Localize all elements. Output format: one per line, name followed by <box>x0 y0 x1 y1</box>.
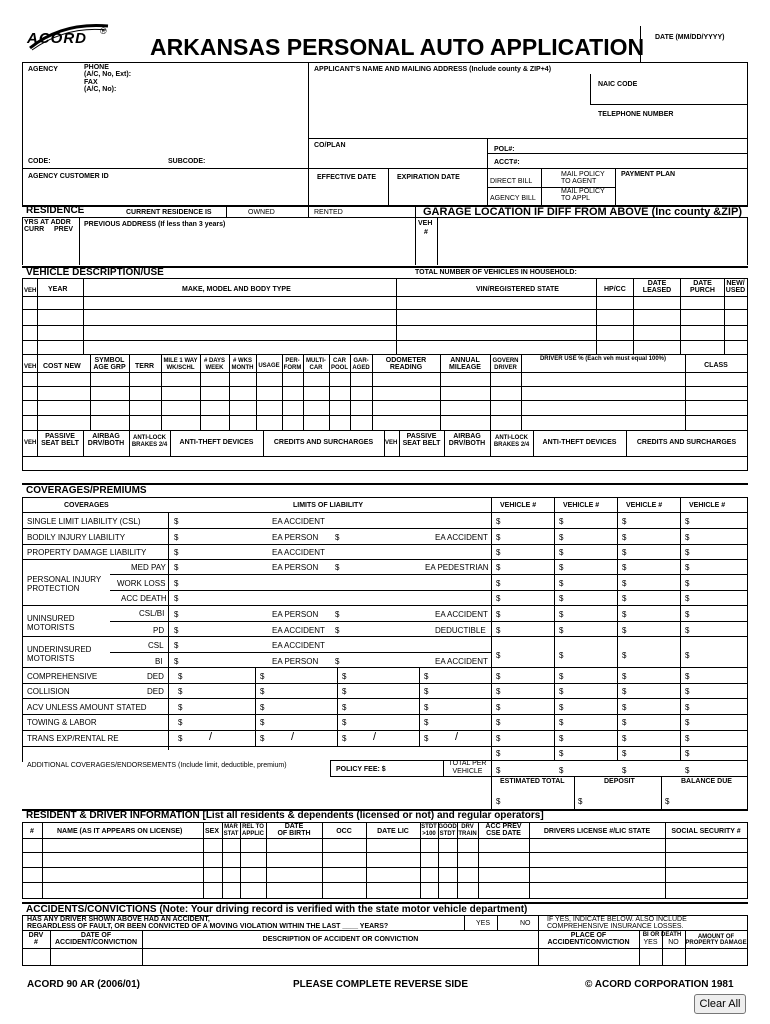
vehicle-premium-dollar: $ <box>685 610 690 619</box>
vehicle-premium-dollar: $ <box>685 734 690 743</box>
vehicle-premium-dollar: $ <box>496 651 501 660</box>
sub-dollar: $ <box>260 703 265 712</box>
mail-agent-label-1: MAIL POLICY <box>561 171 605 178</box>
veh-col-1: VEH <box>24 288 37 294</box>
uninsured-label-1: UNINSURED <box>27 614 75 623</box>
vehicle-premium-dollar: $ <box>559 651 564 660</box>
acc-death-dollar: $ <box>174 594 179 603</box>
odometer-col-1: ODOMETER <box>385 357 427 364</box>
govern-col-2: DRIVER <box>494 365 517 371</box>
mail-agent-label-2: TO AGENT <box>561 178 597 185</box>
govern-col-1: GOVERN <box>492 358 519 364</box>
csl-label: SINGLE LIMIT LIABILITY (CSL) <box>27 517 141 526</box>
agency-label: AGENCY <box>28 66 58 73</box>
passive-col-2: SEAT BELT <box>41 440 79 447</box>
additional-label: ADDITIONAL COVERAGES/ENDORSEMENTS (Include limit, deductible, premium) <box>27 762 287 769</box>
med-pay-dollar-2: $ <box>335 563 340 572</box>
veh-col-2: VEH <box>24 364 37 370</box>
pd-ea-accident: EA ACCIDENT <box>272 626 325 635</box>
driver-hash-col: # <box>30 828 34 835</box>
vehicle-premium-dollar: $ <box>496 517 501 526</box>
stdt-col-2: >100 <box>422 831 436 837</box>
vehicle-premium-dollar: $ <box>559 672 564 681</box>
estimated-dollar: $ <box>496 797 501 806</box>
accidents-title: ACCIDENTS/CONVICTIONS (Note: Your driving record is verified with the state motor vehicle department) <box>26 904 528 915</box>
sub-dollar: $ <box>260 734 265 743</box>
um-ea-person: EA PERSON <box>272 610 319 619</box>
pool-col-2: POOL <box>330 365 348 371</box>
vehicle-premium-dollar: $ <box>559 610 564 619</box>
date-purch-1: DATE <box>693 280 712 287</box>
perf-col-2: FORM <box>283 365 302 371</box>
accident-question-1: HAS ANY DRIVER SHOWN ABOVE HAD AN ACCIDENT, <box>27 916 210 923</box>
sub-dollar: $ <box>424 687 429 696</box>
uninsured-label-2: MOTORISTS <box>27 623 75 632</box>
fax-label: FAX <box>84 79 98 86</box>
license-col: DRIVERS LICENSE #/LIC STATE <box>543 828 651 835</box>
yrs-at-addr-label: YRS AT ADDR <box>24 219 71 226</box>
coverages-col: COVERAGES <box>64 502 109 509</box>
vehicle-premium-dollar: $ <box>622 548 627 557</box>
yes-option[interactable]: YES <box>476 920 491 927</box>
collision-label: COLLISION <box>27 687 70 696</box>
property-ea-accident: EA ACCIDENT <box>272 548 325 557</box>
new-used-1: NEW/ <box>726 280 745 287</box>
copyright: © ACORD CORPORATION 1981 <box>585 979 734 990</box>
fax-sub-label: (A/C, No): <box>84 86 117 93</box>
vehicle-premium-dollar: $ <box>496 548 501 557</box>
uim-dollar-1: $ <box>174 641 179 650</box>
sub-dollar: $ <box>178 703 183 712</box>
med-pay-ea-person: EA PERSON <box>272 563 319 572</box>
dob-col-2: OF BIRTH <box>277 830 311 837</box>
vehicle-premium-dollar: $ <box>559 703 564 712</box>
mar-col-2: STAT <box>223 831 239 837</box>
vehicle-premium-dollar: $ <box>622 766 627 775</box>
property-dollar: $ <box>174 548 179 557</box>
multi-col-1: MULTI- <box>306 358 326 364</box>
airbag-col-2: DRV/BOTH <box>87 440 125 447</box>
customer-id-label: AGENCY CUSTOMER ID <box>28 173 109 180</box>
acc-date-1: DATE OF <box>80 932 112 939</box>
credits-col-1: CREDITS AND SURCHARGES <box>273 439 374 446</box>
uim-dollar-3: $ <box>335 657 340 666</box>
underinsured-label-2: MOTORISTS <box>27 654 75 663</box>
telephone-label: TELEPHONE NUMBER <box>598 111 674 118</box>
vehicle-premium-dollar: $ <box>685 533 690 542</box>
vehicle-premium-dollar: $ <box>559 594 564 603</box>
year-col: YEAR <box>48 286 68 293</box>
vehicle-premium-dollar: $ <box>622 594 627 603</box>
airbag-col-1: AIRBAG <box>92 433 120 440</box>
vehicle-premium-dollar: $ <box>685 626 690 635</box>
bodily-dollar-2: $ <box>335 533 340 542</box>
vehicle-premium-dollar: $ <box>622 749 627 758</box>
mail-appl-label-1: MAIL POLICY <box>561 188 605 195</box>
vehicle-premium-dollar: $ <box>559 533 564 542</box>
sub-dollar: $ <box>424 672 429 681</box>
antitheft-col-2: ANTI-THEFT DEVICES <box>542 439 617 446</box>
pol-label: POL#: <box>494 146 515 153</box>
airbag-col-4: DRV/BOTH <box>448 440 486 447</box>
pip-label-1: PERSONAL INJURY <box>27 575 102 584</box>
no-option[interactable]: NO <box>520 920 531 927</box>
vehicle-premium-dollar: $ <box>496 766 501 775</box>
stdt-col-1: STDT <box>421 824 437 830</box>
vehicle-premium-dollar: $ <box>496 734 501 743</box>
hpcc-col: HP/CC <box>604 286 626 293</box>
mail-appl-label-2: TO APPL <box>561 195 591 202</box>
ssn-col: SOCIAL SECURITY # <box>671 828 741 835</box>
sub-dollar: $ <box>342 734 347 743</box>
vehicle-premium-dollar: $ <box>496 749 501 758</box>
csl-dollar: $ <box>174 517 179 526</box>
mile-col-2: WK/SCHL <box>166 365 195 371</box>
drv-hash-2: # <box>34 939 38 946</box>
drv-col-1: DRV <box>461 824 474 830</box>
csl-bi-label: CSL/BI <box>139 609 165 618</box>
clear-all-button[interactable]: Clear All <box>694 994 746 1014</box>
trans-slash-2: / <box>291 731 295 743</box>
trans-slash-3: / <box>373 731 377 743</box>
um-ea-accident: EA ACCIDENT <box>435 610 488 619</box>
vehicle-premium-dollar: $ <box>685 594 690 603</box>
vehicle-premium-dollar: $ <box>685 766 690 775</box>
uim-ea-accident-2: EA ACCIDENT <box>435 657 488 666</box>
vehicle-premium-dollar: $ <box>496 626 501 635</box>
veh-col-3: VEH <box>24 440 37 446</box>
acc-place-2: ACCIDENT/CONVICTION <box>547 939 630 946</box>
policy-fee-label: POLICY FEE: $ <box>336 766 386 773</box>
balance-due-label: BALANCE DUE <box>681 778 732 785</box>
vehicle-col-3: VEHICLE # <box>626 502 663 509</box>
sex-col: SEX <box>205 828 220 835</box>
vehicle-premium-dollar: $ <box>496 610 501 619</box>
vehicle-premium-dollar: $ <box>622 610 627 619</box>
mile-col-1: MILE 1 WAY <box>163 358 198 364</box>
acct-label: ACCT#: <box>494 159 520 166</box>
code-label: CODE: <box>28 158 51 165</box>
vehicle-premium-dollar: $ <box>685 563 690 572</box>
pool-col-1: CAR <box>333 358 346 364</box>
total-vehicles-label: TOTAL NUMBER OF VEHICLES IN HOUSEHOLD: <box>415 269 577 276</box>
limits-col: LIMITS OF LIABILITY <box>293 502 363 509</box>
coverages-title: COVERAGES/PREMIUMS <box>26 485 147 496</box>
vehicle-premium-dollar: $ <box>622 626 627 635</box>
dob-col-1: DATE <box>284 823 304 830</box>
complete-reverse: PLEASE COMPLETE REVERSE SIDE <box>293 979 469 990</box>
pd-dollar-2: $ <box>335 626 340 635</box>
comprehensive-label: COMPREHENSIVE <box>27 672 98 681</box>
bodily-ea-accident: EA ACCIDENT <box>435 533 488 542</box>
drv-col-2: TRAIN <box>458 831 477 837</box>
amount-label-2: PROPERTY DAMAGE <box>685 940 747 946</box>
vehicle-col-1: VEHICLE # <box>500 502 537 509</box>
garage-veh-label: VEH <box>418 220 433 227</box>
vehicle-premium-dollar: $ <box>685 672 690 681</box>
vehicle-premium-dollar: $ <box>685 651 690 660</box>
coll-ded-label: DED <box>147 687 164 696</box>
airbag-col-3: AIRBAG <box>453 433 481 440</box>
bodily-dollar: $ <box>174 533 179 542</box>
date-label: DATE (MM/DD/YYYY) <box>655 34 725 41</box>
date-purch-2: PURCH <box>690 287 715 294</box>
acc-prev-col-2: CSE DATE <box>486 830 521 837</box>
bi-no[interactable]: NO <box>668 939 679 946</box>
veh-col-4: VEH <box>385 440 398 446</box>
odometer-col-2: READING <box>389 364 423 371</box>
pd-label: PD <box>153 626 165 635</box>
med-pay-dollar: $ <box>174 563 179 572</box>
passive-col-1: PASSIVE <box>45 433 75 440</box>
deposit-label: DEPOSIT <box>604 778 635 785</box>
med-pay-ea-pedestrian: EA PEDESTRIAN <box>425 563 489 572</box>
med-pay-label: MED PAY <box>131 563 166 572</box>
sub-dollar: $ <box>424 703 429 712</box>
subcode-label: SUBCODE: <box>168 158 206 165</box>
vehicle-premium-dollar: $ <box>559 579 564 588</box>
phone-sub-label: (A/C, No, Ext): <box>84 71 132 78</box>
new-used-2: USED <box>725 287 746 294</box>
sub-dollar: $ <box>178 718 183 727</box>
acc-death-label: ACC DEATH <box>121 594 167 603</box>
uim-bi-label: BI <box>155 657 163 666</box>
expiration-date-label: EXPIRATION DATE <box>397 174 460 181</box>
vehicle-premium-dollar: $ <box>622 651 627 660</box>
vehicle-premium-dollar: $ <box>496 718 501 727</box>
uim-csl-label: CSL <box>148 641 164 650</box>
date-input[interactable] <box>642 44 746 60</box>
bodily-label: BODILY INJURY LIABILITY <box>27 533 126 542</box>
perf-col-1: PER- <box>285 358 300 364</box>
garage-title: GARAGE LOCATION IF DIFF FROM ABOVE (Inc county &ZIP) <box>423 206 742 218</box>
vehicle-premium-dollar: $ <box>622 734 627 743</box>
vehicle-premium-dollar: $ <box>622 672 627 681</box>
vehicle-premium-dollar: $ <box>559 626 564 635</box>
vehicle-premium-dollar: $ <box>559 749 564 758</box>
sub-dollar: $ <box>260 718 265 727</box>
vehicle-premium-dollar: $ <box>496 563 501 572</box>
underinsured-label-1: UNDERINSURED <box>27 645 92 654</box>
bi-yes[interactable]: YES <box>643 939 658 946</box>
vehicle-premium-dollar: $ <box>559 734 564 743</box>
days-col-1: # DAYS <box>203 358 226 364</box>
antilock-col-3: ANTI-LOCK <box>495 435 528 441</box>
vin-col: VIN/REGISTERED STATE <box>476 286 559 293</box>
bi-death-label: BI OR DEATH <box>642 932 682 938</box>
residence-title: RESIDENCE <box>26 205 85 216</box>
vehicle-premium-dollar: $ <box>685 579 690 588</box>
if-yes-1: IF YES, INDICATE BELOW. ALSO INCLUDE <box>547 916 687 923</box>
applicant-label: APPLICANT'S NAME AND MAILING ADDRESS (Include county & ZIP+4) <box>314 66 552 73</box>
vehicle-title: VEHICLE DESCRIPTION/USE <box>26 267 164 278</box>
previous-address-label: PREVIOUS ADDRESS (If less than 3 years) <box>84 221 226 228</box>
make-col: MAKE, MODEL AND BODY TYPE <box>182 286 291 293</box>
um-dollar-1: $ <box>174 610 179 619</box>
sub-dollar: $ <box>342 672 347 681</box>
garage-veh-hash: # <box>424 229 428 236</box>
vehicle-premium-dollar: $ <box>685 548 690 557</box>
vehicle-premium-dollar: $ <box>685 517 690 526</box>
good-col-2: STDT <box>439 831 456 837</box>
multi-col-2: CAR <box>309 365 323 371</box>
uim-ea-accident: EA ACCIDENT <box>272 641 325 650</box>
antilock-col-4: BRAKES 2/4 <box>493 442 530 448</box>
wks-col-1: # WKS <box>232 358 252 364</box>
uim-dollar-2: $ <box>174 657 179 666</box>
prev-label: PREV <box>54 226 74 233</box>
sub-dollar: $ <box>260 687 265 696</box>
vehicle-premium-dollar: $ <box>685 703 690 712</box>
sub-dollar: $ <box>424 718 429 727</box>
driver-use-col: DRIVER USE % (Each veh must equal 100%) <box>539 356 667 362</box>
brand-name: ACORD <box>27 30 87 47</box>
current-residence-label: CURRENT RESIDENCE IS <box>126 209 212 216</box>
towing-label: TOWING & LABOR <box>27 718 97 727</box>
rented-option[interactable]: RENTED <box>314 209 343 216</box>
vehicle-premium-dollar: $ <box>559 766 564 775</box>
vehicle-col-2: VEHICLE # <box>563 502 600 509</box>
work-loss-label: WORK LOSS <box>117 579 166 588</box>
acv-label: ACV UNLESS AMOUNT STATED <box>27 703 147 712</box>
gar-col-1: GAR- <box>353 358 369 364</box>
vehicle-premium-dollar: $ <box>685 718 690 727</box>
acc-prev-col-1: ACC PREV <box>485 823 522 830</box>
coplan-label: CO/PLAN <box>314 142 346 149</box>
acc-date-2: ACCIDENT/CONVICTION <box>54 939 138 946</box>
vehicle-premium-dollar: $ <box>559 687 564 696</box>
total-per-label-2: VEHICLE <box>452 768 483 775</box>
vehicle-premium-dollar: $ <box>496 594 501 603</box>
vehicle-premium-dollar: $ <box>622 533 627 542</box>
naic-label: NAIC CODE <box>598 81 638 88</box>
pip-label-2: PROTECTION <box>27 584 80 593</box>
occ-col: OCC <box>336 828 352 835</box>
vehicle-premium-dollar: $ <box>496 687 501 696</box>
vehicle-premium-dollar: $ <box>559 563 564 572</box>
date-lic-col: DATE LIC <box>377 828 409 835</box>
drivers-title: RESIDENT & DRIVER INFORMATION [List all residents & dependents (licensed or not) and regular operators] <box>26 810 544 821</box>
vehicle-premium-dollar: $ <box>496 672 501 681</box>
antilock-col-2: BRAKES 2/4 <box>131 442 168 448</box>
drv-hash-1: DRV <box>28 932 44 939</box>
vehicle-premium-dollar: $ <box>622 579 627 588</box>
good-col-1: GOOD <box>438 824 457 830</box>
annual-col-1: ANNUAL <box>450 357 480 364</box>
sub-dollar: $ <box>260 672 265 681</box>
rel-col-2: APPLIC <box>241 831 264 837</box>
balance-dollar: $ <box>665 797 670 806</box>
annual-col-2: MILEAGE <box>449 364 481 371</box>
csl-ea-accident: EA ACCIDENT <box>272 517 325 526</box>
vehicle-premium-dollar: $ <box>685 749 690 758</box>
deposit-dollar: $ <box>578 797 583 806</box>
gar-col-2: AGED <box>352 365 370 371</box>
curr-label: CURR <box>24 226 45 233</box>
date-leased-2: LEASED <box>642 287 672 294</box>
total-per-label-1: TOTAL PER <box>448 760 487 767</box>
usage-col: USAGE <box>258 363 280 369</box>
property-label: PROPERTY DAMAGE LIABILITY <box>27 548 147 557</box>
vehicle-premium-dollar: $ <box>622 703 627 712</box>
vehicle-premium-dollar: $ <box>622 563 627 572</box>
effective-date-label: EFFECTIVE DATE <box>317 174 376 181</box>
trans-label: TRANS EXP/RENTAL RE <box>27 734 119 743</box>
payment-plan-label: PAYMENT PLAN <box>621 171 676 178</box>
acc-place-1: PLACE OF <box>570 932 607 939</box>
direct-bill-label: DIRECT BILL <box>490 178 533 185</box>
wks-col-2: MONTH <box>231 365 254 371</box>
vehicle-premium-dollar: $ <box>622 718 627 727</box>
bodily-ea-person: EA PERSON <box>272 533 319 542</box>
days-col-2: WEEK <box>205 365 224 371</box>
vehicle-premium-dollar: $ <box>496 703 501 712</box>
registered-mark: ® <box>100 26 107 36</box>
mar-col-1: MAR <box>224 824 238 830</box>
cost-new-col: COST NEW <box>43 363 81 370</box>
vehicle-premium-dollar: $ <box>496 579 501 588</box>
sub-dollar: $ <box>178 687 183 696</box>
phone-label: PHONE <box>84 64 109 71</box>
credits-col-2: CREDITS AND SURCHARGES <box>636 439 737 446</box>
vehicle-premium-dollar: $ <box>559 548 564 557</box>
if-yes-2: COMPREHENSIVE INSURANCE LOSSES. <box>547 923 684 930</box>
form-number: ACORD 90 AR (2006/01) <box>27 979 141 990</box>
acc-description: DESCRIPTION OF ACCIDENT OR CONVICTION <box>262 936 419 943</box>
accident-question-2: REGARDLESS OF FAULT, OR BEEN CONVICTED OF A MOVING VIOLATION WITHIN THE LAST ____ YEARS? <box>27 923 389 930</box>
sub-dollar: $ <box>342 718 347 727</box>
vehicle-col-4: VEHICLE # <box>689 502 726 509</box>
antilock-col-1: ANTI-LOCK <box>133 435 166 441</box>
pd-dollar: $ <box>174 626 179 635</box>
vehicle-premium-dollar: $ <box>685 687 690 696</box>
rel-col-1: REL TO <box>242 824 264 830</box>
vehicle-premium-dollar: $ <box>622 517 627 526</box>
pd-deductible: DEDUCTIBLE <box>435 626 486 635</box>
uim-ea-person: EA PERSON <box>272 657 319 666</box>
owned-option[interactable]: OWNED <box>248 209 275 216</box>
work-loss-dollar: $ <box>174 579 179 588</box>
trans-slash-1: / <box>209 731 213 743</box>
comp-ded-label: DED <box>147 672 164 681</box>
class-col: CLASS <box>704 362 728 369</box>
antitheft-col-1: ANTI-THEFT DEVICES <box>179 439 254 446</box>
vehicle-premium-dollar: $ <box>496 533 501 542</box>
sub-dollar: $ <box>342 703 347 712</box>
sub-dollar: $ <box>424 734 429 743</box>
vehicle-premium-dollar: $ <box>559 718 564 727</box>
sub-dollar: $ <box>178 734 183 743</box>
date-leased-1: DATE <box>647 280 667 287</box>
vehicle-premium-dollar: $ <box>559 517 564 526</box>
vehicle-premium-dollar: $ <box>622 687 627 696</box>
um-dollar-2: $ <box>335 610 340 619</box>
estimated-total-label: ESTIMATED TOTAL <box>500 778 565 785</box>
symbol-col-2: AGE GRP <box>93 364 126 371</box>
driver-name-col: NAME (AS IT APPEARS ON LICENSE) <box>57 828 183 835</box>
amount-label-1: AMOUNT OF <box>697 934 735 940</box>
sub-dollar: $ <box>342 687 347 696</box>
symbol-col-1: SYMBOL <box>94 357 125 364</box>
passive-col-4: SEAT BELT <box>402 440 441 447</box>
form-title: ARKANSAS PERSONAL AUTO APPLICATION <box>150 34 645 60</box>
terr-col: TERR <box>135 363 155 370</box>
passive-col-3: PASSIVE <box>406 433 437 440</box>
trans-slash-4: / <box>455 731 459 743</box>
agency-bill-label: AGENCY BILL <box>490 195 536 202</box>
sub-dollar: $ <box>178 672 183 681</box>
